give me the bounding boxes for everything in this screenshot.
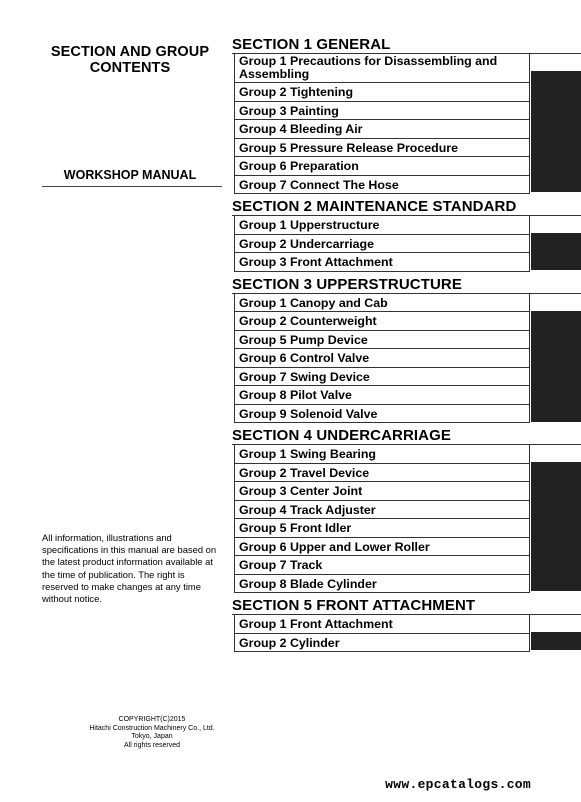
group-link[interactable]: Group 8 Pilot Valve (234, 386, 530, 405)
group-list (232, 215, 581, 272)
group-link[interactable]: Group 1 Front Attachment (234, 615, 530, 634)
group-link[interactable]: Group 1 Canopy and Cab (234, 294, 530, 313)
group-link[interactable]: Group 1 Swing Bearing (234, 445, 530, 464)
group-link[interactable]: Group 2 Tightening (234, 83, 530, 102)
group-link[interactable]: Group 6 Upper and Lower Roller (234, 538, 530, 557)
section-2 (232, 198, 581, 272)
copyright-line: All rights reserved (123, 741, 181, 749)
group-list (232, 293, 581, 424)
section-heading[interactable]: SECTION 2 MAINTENANCE STANDARD (232, 198, 517, 215)
group-list (232, 614, 581, 652)
section-heading[interactable]: SECTION 5 FRONT ATTACHMENT (232, 597, 476, 614)
disclaimer-text: All information, illustrations and specifications in this manual are based on the latest product information available at the time of publication. The right is reserved to make changes at any time without notice. (42, 532, 217, 605)
section-heading[interactable]: SECTION 4 UNDERCARRIAGE (232, 427, 451, 444)
group-link[interactable]: Group 7 Track (234, 556, 530, 575)
group-link[interactable]: Group 8 Blade Cylinder (234, 575, 530, 594)
section-heading[interactable]: SECTION 3 UPPERSTRUCTURE (232, 275, 462, 293)
copyright-line: COPYRIGHT(C)2015 (118, 716, 186, 723)
group-link[interactable]: Group 5 Front Idler (234, 519, 530, 538)
copyright-line: Tokyo, Japan (131, 733, 173, 740)
group-list (232, 444, 581, 593)
group-link[interactable]: Group 3 Front Attachment (234, 253, 530, 272)
section-tab-marker (531, 71, 581, 192)
page-title-line-1: SECTION AND GROUP (50, 44, 210, 60)
group-link[interactable]: Group 5 Pressure Release Procedure (234, 139, 530, 158)
group-list (232, 53, 581, 194)
group-link[interactable]: Group 7 Connect The Hose (234, 176, 530, 195)
section-5 (232, 597, 581, 652)
group-link[interactable]: Group 2 Travel Device (234, 464, 530, 483)
divider (42, 186, 222, 187)
section-3 (232, 276, 581, 424)
table-of-contents (232, 36, 581, 656)
group-link[interactable]: Group 9 Solenoid Valve (234, 405, 530, 424)
group-link[interactable]: Group 6 Preparation (234, 157, 530, 176)
page-title (40, 44, 220, 76)
group-link[interactable]: Group 4 Track Adjuster (234, 501, 530, 520)
section-heading[interactable]: SECTION 1 GENERAL (232, 36, 391, 53)
group-link[interactable]: Group 2 Cylinder (234, 634, 530, 653)
group-link[interactable]: Group 3 Painting (234, 102, 530, 121)
group-link[interactable]: Group 5 Pump Device (234, 331, 530, 350)
group-link[interactable]: Group 6 Control Valve (234, 349, 530, 368)
group-link[interactable]: Group 1 Precautions for Disassembling and Assembling (234, 54, 530, 83)
group-link[interactable]: Group 7 Swing Device (234, 368, 530, 387)
group-link[interactable]: Group 2 Undercarriage (234, 235, 530, 254)
group-link[interactable]: Group 3 Center Joint (234, 482, 530, 501)
watermark: www.epcatalogs.com (385, 777, 531, 792)
section-tab-marker (531, 462, 581, 591)
copyright-block (42, 716, 262, 750)
section-1 (232, 36, 581, 194)
section-tab-marker (531, 311, 581, 422)
section-tab-marker (531, 233, 581, 270)
group-link[interactable]: Group 1 Upperstructure (234, 216, 530, 235)
section-4 (232, 427, 581, 593)
section-tab-marker (531, 632, 581, 650)
group-link[interactable]: Group 2 Counterweight (234, 312, 530, 331)
group-link[interactable]: Group 4 Bleeding Air (234, 120, 530, 139)
copyright-line: Hitachi Construction Machinery Co., Ltd. (89, 724, 215, 732)
manual-type-label: WORKSHOP MANUAL (63, 168, 197, 182)
page-title-line-2: CONTENTS (89, 60, 171, 76)
